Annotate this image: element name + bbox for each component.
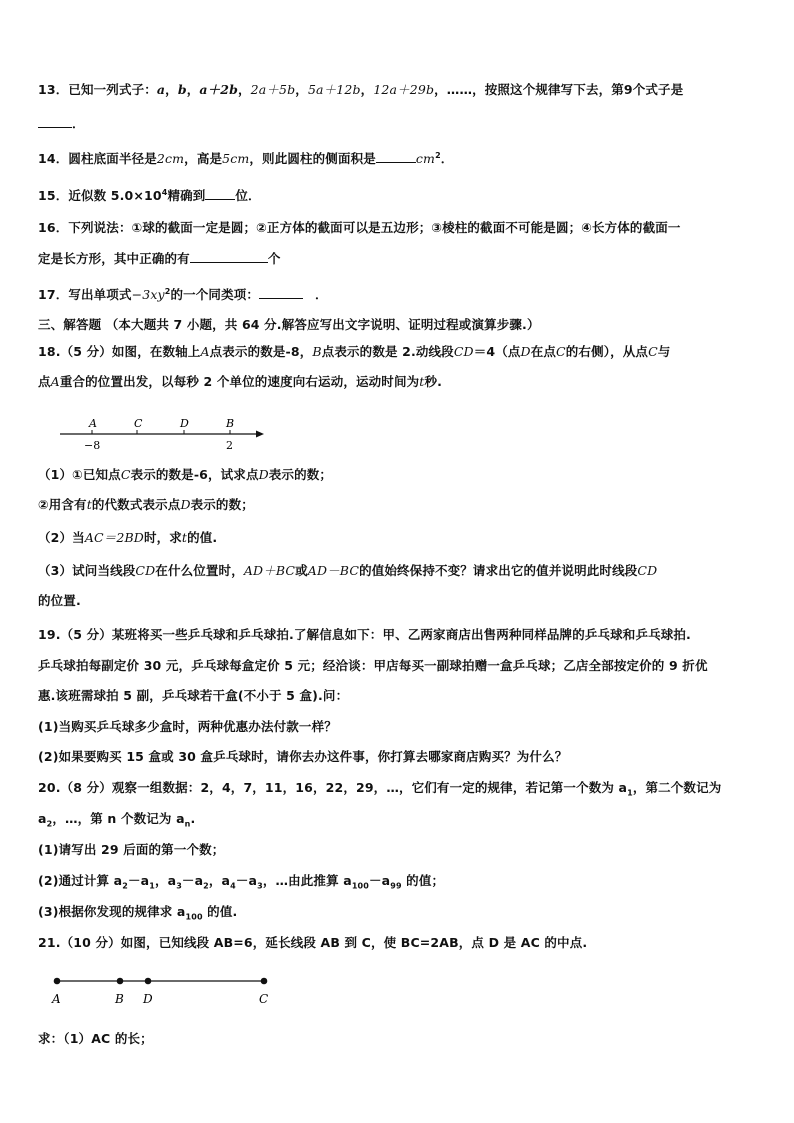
question-16-line-1: 16．下列说法：①球的截面一定是圆；②正方体的截面可以是五边形；③棱柱的截面不可能是圆；④长方体的截面一 [38, 220, 681, 235]
question-20-part-3: (3)根据你发现的规律求 $a_{100}$ 的值. [38, 904, 238, 922]
segment-figure [44, 970, 284, 1014]
label-d: D [143, 992, 153, 1006]
answer-blank[interactable] [38, 114, 72, 128]
question-19-line-3: 惠.该班需球拍 5 副，乒乓球若干盒(不小于 5 盒).问： [38, 688, 349, 703]
question-20-part-2: (2)通过计算 $a_2-a_1$，$a_3-a_2$，$a_4-a_3$，…由此推算 $a_{100}-a_{99}$ 的值； [38, 873, 445, 891]
question-16-line-2: 定是长方形，其中正确的有 个 [38, 251, 281, 266]
question-14: 14．圆柱底面半径是2cm，高是5cm，则此圆柱的侧面积是 $cm^2$． [38, 150, 454, 166]
question-18-line-1: 18.（5 分）如图，在数轴上A点表示的数是-8，B点表示的数是 2.动线段CD＝4（点D在点C的右侧），从点C与 [38, 344, 671, 359]
question-20-line-2: $a_2$，…，第 n 个数记为 $a_n$. [38, 811, 196, 829]
answer-blank[interactable] [205, 186, 235, 200]
segment-svg [44, 970, 284, 1010]
label-b: B [226, 417, 235, 430]
point-d [145, 978, 152, 985]
label-d: D [180, 417, 189, 430]
value-minus-8: −8 [84, 439, 101, 452]
label-b: B [115, 992, 124, 1006]
question-17: 17．写出单项式$-3xy^2$的一个同类项： ． [38, 286, 328, 302]
question-13-line-2: ． [38, 114, 85, 133]
section-3-heading: 三、解答题 （本大题共 7 小题，共 64 分.解答应写出文字说明、证明过程或演算步骤.） [38, 317, 540, 332]
answer-blank[interactable] [190, 249, 268, 263]
question-18-line-2: 点A重合的位置出发，以每秒 2 个单位的速度向右运动，运动时间为t秒. [38, 374, 442, 389]
number-line-figure [58, 414, 270, 460]
question-18-part-1-1: （1）①已知点C表示的数是-6，试求点D表示的数； [38, 467, 333, 482]
question-19-line-2: 乒乓球拍每副定价 30 元，乒乓球每盒定价 5 元；经洽谈：甲店每买一副球拍赠一盒乒乓球；乙店全部按定价的 9 折优 [38, 658, 708, 673]
question-20-line-1: 20.（8 分）观察一组数据：2，4，7，11，16，22，29，…，它们有一定的规律，若记第一个数为 $a_1$，第二个数记为 [38, 780, 722, 798]
number-line-svg [58, 414, 270, 456]
axis-arrow [256, 431, 264, 438]
question-13-line-1: 13．已知一列式子：a，b，a＋2b，2a＋5b，5a＋12b，12a＋29b，……，按照这个规律写下去，第9个式子是 [38, 82, 684, 97]
point-a [54, 978, 61, 985]
question-15: 15．近似数 $5.0\times 10^4$精确到 位． [38, 187, 261, 203]
label-a: A [52, 992, 61, 1006]
answer-blank[interactable] [259, 285, 303, 299]
question-21-line-1: 21.（10 分）如图，已知线段 AB=6，延长线段 AB 到 C，使 BC=2AB，点 D 是 AC 的中点. [38, 935, 588, 950]
value-2: 2 [226, 439, 233, 452]
question-20-part-1: (1)请写出 29 后面的第一个数； [38, 842, 225, 857]
question-18-part-3: （3）试问当线段CD在什么位置时，AD＋BC或AD－BC的值始终保持不变？请求出它的值并说明此时线段CD [38, 563, 658, 578]
label-c: C [259, 992, 269, 1006]
point-c [261, 978, 268, 985]
label-c: C [134, 417, 143, 430]
question-21-part-1: 求：（1）AC 的长； [38, 1031, 153, 1046]
answer-blank[interactable] [376, 149, 416, 163]
point-b [117, 978, 124, 985]
question-18-part-3-cont: 的位置. [38, 593, 81, 608]
question-19-part-1: (1)当购买乒乓球多少盒时，两种优惠办法付款一样？ [38, 719, 337, 734]
label-a: A [89, 417, 97, 430]
question-19-part-2: (2)如果要购买 15 盒或 30 盒乒乓球时，请你去办这件事，你打算去哪家商店购买？为什么？ [38, 749, 568, 764]
question-18-part-1-2: ②用含有t的代数式表示点D表示的数； [38, 497, 254, 512]
question-19-line-1: 19.（5 分）某班将买一些乒乓球和乒乓球拍.了解信息如下：甲、乙两家商店出售两种同样品牌的乒乓球和乒乓球拍. [38, 627, 691, 642]
question-18-part-2: （2）当AC＝2BD时，求t的值. [38, 530, 218, 545]
